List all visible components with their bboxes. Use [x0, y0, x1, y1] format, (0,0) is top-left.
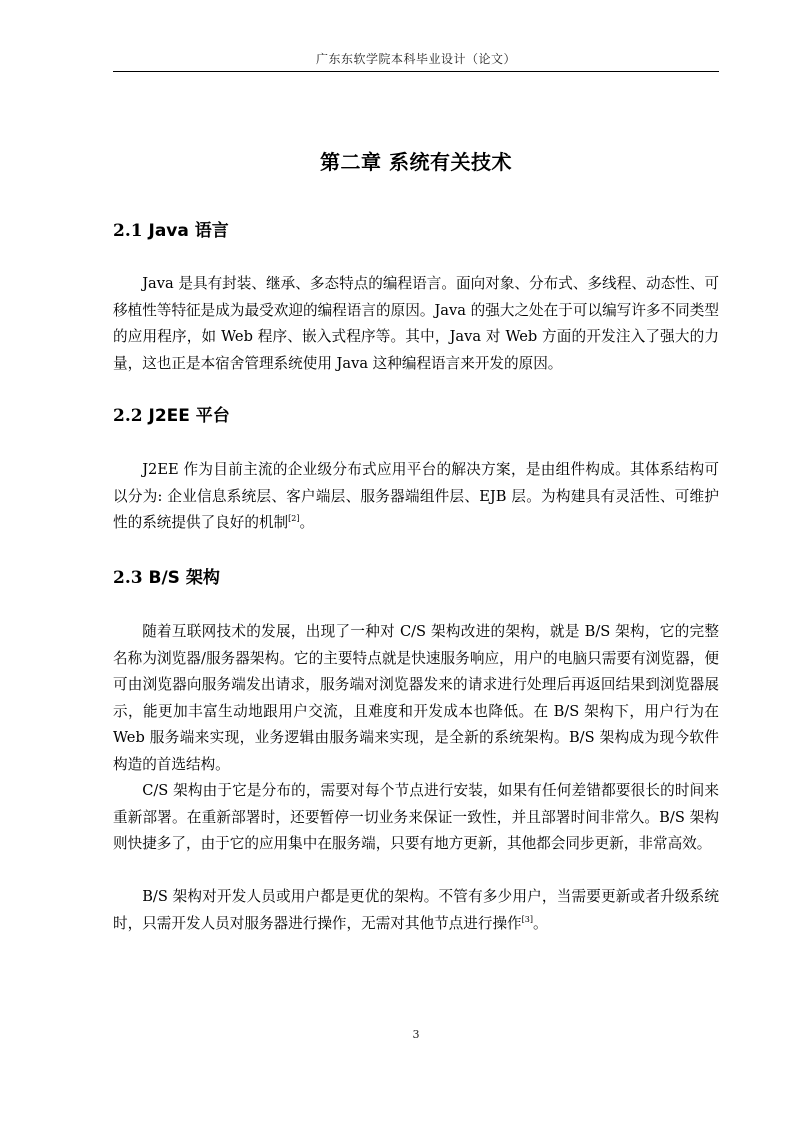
citation-marker: [3] [521, 914, 533, 924]
section-title: Java 语言 [148, 221, 229, 241]
paragraph-j2ee [113, 457, 719, 537]
paragraph-text: C/S 架构由于它是分布的，需要对每个节点进行安装，如果有任何差错都要很长的时间来重新部署。在重新部署时，还要暂停一切业务来保证一致性，并且部署时间非常久。B/S 架构则快捷多了，由于它的应用集中在服务端，只要有地方更新，其他都会同步更新，非常高效。 [113, 782, 719, 853]
paragraph-tail: 。 [532, 914, 548, 932]
paragraph-text: Java 是具有封装、继承、多态特点的编程语言。面向对象、分布式、多线程、动态性、可移植性等特征是成为最受欢迎的编程语言的原因。Java 的强大之处在于可以编写许多不同类型的应用程序，如 Web 程序、嵌入式程序等。其中，Java 对 Web 方面的开发注入了强大的力量，这也正是本宿舍管理系统使用 Java 这种编程语言来开发的原因。 [113, 275, 719, 372]
paragraph-text: B/S 架构对开发人员或用户都是更优的架构。不管有多少用户，当需要更新或者升级系统时，只需开发人员对服务器进行操作，无需对其他节点进行操作 [113, 888, 719, 932]
paragraph-java [113, 271, 719, 377]
section-number: 2.3 [113, 568, 143, 588]
chapter-title: 第二章 系统有关技术 [320, 150, 512, 174]
paragraph-text: 随着互联网技术的发展，出现了一种对 C/S 架构改进的架构，就是 B/S 架构，它的完整名称为浏览器/服务器架构。它的主要特点就是快速服务响应，用户的电脑只需要有浏览器，便可由浏览器向服务端发出请求，服务端对浏览器发来的请求进行处理后再返回结果到浏览器展示，能更加丰富生动地跟用户交流，且难度和开发成本也降低。在 B/S 架构下，用户行为在 Web 服务端来实现，业务逻辑由服务端来实现，是全新的系统架构。B/S 架构成为现今软件构造的首选结构。 [113, 623, 719, 773]
paragraph-bs-intro [113, 619, 719, 779]
section-heading-2-1 [113, 219, 719, 243]
section-heading-2-2 [113, 404, 719, 428]
running-header: 广东东软学院本科毕业设计（论文） [315, 52, 516, 66]
paragraph-tail: 。 [299, 514, 315, 532]
page-number: 3 [412, 1028, 420, 1041]
paragraph-text: J2EE 作为目前主流的企业级分布式应用平台的解决方案，是由组件构成。其体系结构可以分为: 企业信息系统层、客户端层、服务器端组件层、EJB 层。为构建具有灵活性、可维护性的系统提供了良好的机制 [113, 461, 719, 532]
paragraph-bs-advantage [113, 884, 719, 937]
section-title: B/S 架构 [148, 568, 220, 588]
section-number: 2.2 [113, 406, 143, 426]
section-number: 2.1 [113, 221, 143, 241]
citation-marker: [2] [288, 514, 300, 524]
section-title: J2EE 平台 [148, 406, 230, 426]
paragraph-cs-compare [113, 778, 719, 858]
header-rule [113, 71, 719, 72]
section-heading-2-3 [113, 566, 719, 590]
